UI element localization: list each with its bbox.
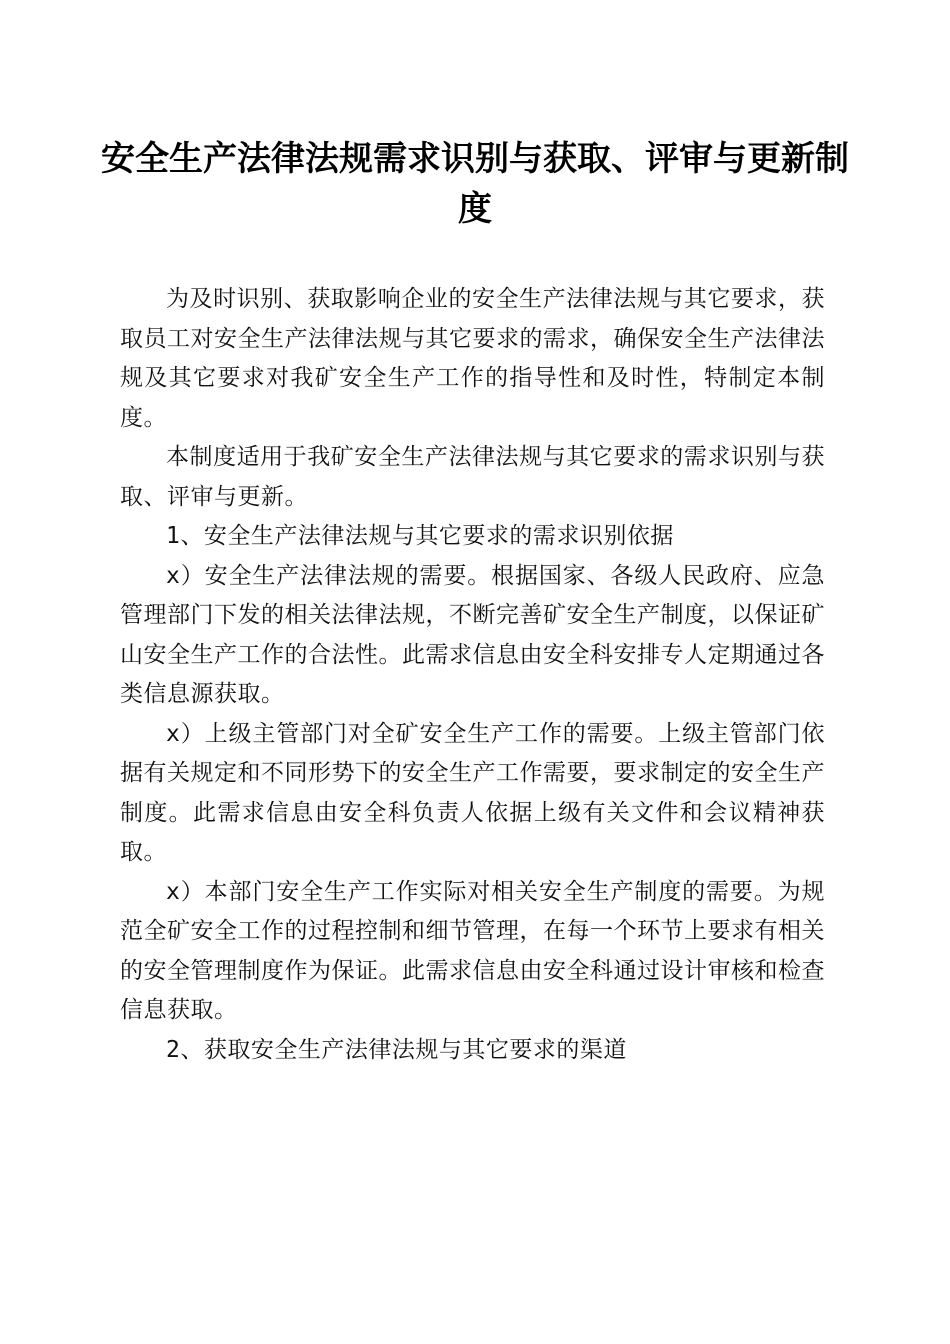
paragraph-scope: 本制度适用于我矿安全生产法律法规与其它要求的需求识别与获取、评审与更新。 — [120, 444, 825, 510]
section-heading-2: 2、获取安全生产法律法规与其它要求的渠道 — [166, 1036, 627, 1063]
paragraph-item-law-needs: x）安全生产法律法规的需要。根据国家、各级人民政府、应急管理部门下发的相关法律法规，不断完善矿安全生产制度，以保证矿山安全生产工作的合法性。此需求信息由安全科安排专人定期通过各类信息源获取。 — [120, 562, 825, 707]
paragraph-item-superior-needs: x）上级主管部门对全矿安全生产工作的需要。上级主管部门依据有关规定和不同形势下的安全生产工作需要，要求制定的安全生产制度。此需求信息由安全科负责人依据上级有关文件和会议精神获取。 — [120, 720, 825, 865]
document-title: 安全生产法律法规需求识别与获取、评审与更新制度 — [101, 139, 849, 229]
paragraph-item-department-needs: x）本部门安全生产工作实际对相关安全生产制度的需要。为规范全矿安全工作的过程控制和细节管理，在每一个环节上要求有相关的安全管理制度作为保证。此需求信息由安全科通过设计审核和检查信息获取。 — [120, 878, 825, 1023]
document-body — [120, 280, 825, 1070]
section-heading-1: 1、安全生产法律法规与其它要求的需求识别依据 — [166, 523, 674, 549]
paragraph-intro: 为及时识别、获取影响企业的安全生产法律法规与其它要求，获取员工对安全生产法律法规与其它要求的需求，确保安全生产法律法规及其它要求对我矿安全生产工作的指导性和及时性，特制定本制度。 — [120, 286, 825, 431]
